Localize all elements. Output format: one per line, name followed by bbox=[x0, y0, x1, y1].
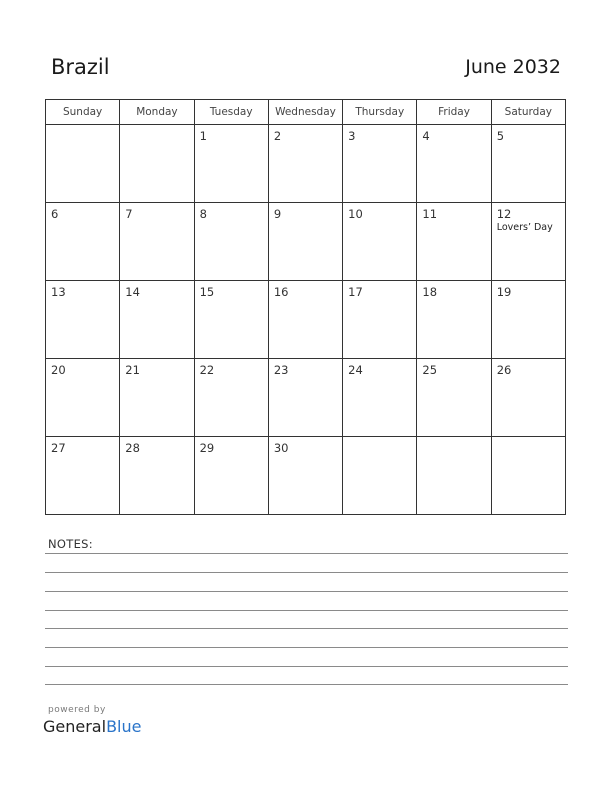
notes-label: NOTES: bbox=[48, 537, 93, 551]
note-line bbox=[45, 553, 568, 554]
weekday-header: Monday bbox=[120, 100, 194, 125]
day-cell bbox=[491, 203, 565, 281]
day-cell bbox=[268, 437, 342, 515]
day-number: 22 bbox=[199, 363, 215, 377]
day-cell bbox=[194, 125, 268, 203]
day-cell bbox=[343, 203, 417, 281]
note-line bbox=[45, 572, 568, 573]
day-cell bbox=[343, 437, 417, 515]
day-cell bbox=[417, 203, 491, 281]
note-line bbox=[45, 684, 568, 685]
week-row bbox=[46, 359, 566, 437]
week-row bbox=[46, 437, 566, 515]
day-cell bbox=[120, 359, 194, 437]
day-number bbox=[343, 437, 416, 441]
day-number: 29 bbox=[199, 441, 215, 455]
day-cell bbox=[343, 125, 417, 203]
day-cell bbox=[268, 203, 342, 281]
day-number: 8 bbox=[199, 207, 207, 221]
day-cell bbox=[268, 125, 342, 203]
day-number: 14 bbox=[125, 285, 140, 299]
day-number: 4 bbox=[422, 129, 430, 143]
day-cell bbox=[491, 359, 565, 437]
day-cell bbox=[268, 359, 342, 437]
day-number: 11 bbox=[422, 207, 438, 221]
week-row bbox=[46, 125, 566, 203]
weekday-header: Wednesday bbox=[268, 100, 342, 125]
note-line bbox=[45, 610, 568, 611]
day-number: 15 bbox=[199, 285, 215, 299]
day-cell bbox=[491, 437, 565, 515]
day-cell bbox=[417, 437, 491, 515]
day-cell bbox=[194, 203, 268, 281]
weekday-header: Saturday bbox=[491, 100, 565, 125]
weekday-header: Tuesday bbox=[194, 100, 268, 125]
day-number: 1 bbox=[199, 129, 207, 143]
day-number: 19 bbox=[496, 285, 512, 299]
day-number: 28 bbox=[125, 441, 140, 455]
day-number: 20 bbox=[51, 363, 66, 377]
day-cell bbox=[46, 203, 120, 281]
day-cell bbox=[491, 281, 565, 359]
day-number: 21 bbox=[125, 363, 140, 377]
generalblue-logo bbox=[43, 717, 141, 736]
day-number bbox=[492, 437, 565, 441]
day-cell bbox=[46, 281, 120, 359]
day-cell bbox=[46, 359, 120, 437]
day-cell bbox=[46, 125, 120, 203]
country-title: Brazil bbox=[51, 55, 110, 79]
note-line bbox=[45, 591, 568, 592]
day-number: 18 bbox=[422, 285, 438, 299]
day-cell bbox=[46, 437, 120, 515]
day-number: 9 bbox=[273, 207, 282, 221]
day-cell bbox=[417, 281, 491, 359]
day-number: 27 bbox=[51, 441, 66, 455]
day-number: 25 bbox=[422, 363, 438, 377]
week-row bbox=[46, 281, 566, 359]
brand-general-text: General bbox=[43, 717, 107, 736]
note-line bbox=[45, 647, 568, 648]
day-number: 17 bbox=[348, 285, 363, 299]
day-number: 13 bbox=[51, 285, 66, 299]
day-number: 24 bbox=[348, 363, 363, 377]
day-number: 2 bbox=[273, 129, 282, 143]
day-cell bbox=[194, 359, 268, 437]
day-cell bbox=[268, 281, 342, 359]
month-year-title: June 2032 bbox=[465, 56, 561, 78]
day-number: 23 bbox=[273, 363, 289, 377]
brand-blue-text: Blue bbox=[106, 717, 142, 736]
day-cell bbox=[120, 437, 194, 515]
day-number: 6 bbox=[51, 207, 59, 221]
day-number: 10 bbox=[348, 207, 363, 221]
day-cell bbox=[120, 281, 194, 359]
weekday-header-row bbox=[46, 100, 566, 125]
day-cell bbox=[417, 359, 491, 437]
day-cell bbox=[194, 281, 268, 359]
day-number: 3 bbox=[348, 129, 356, 143]
weekday-header: Friday bbox=[417, 100, 491, 125]
day-cell bbox=[343, 359, 417, 437]
day-number: 30 bbox=[273, 441, 289, 455]
day-number: 5 bbox=[496, 129, 505, 143]
note-line bbox=[45, 628, 568, 629]
day-number bbox=[417, 437, 490, 441]
day-cell bbox=[194, 437, 268, 515]
calendar-grid bbox=[45, 99, 566, 515]
day-cell bbox=[343, 281, 417, 359]
day-cell bbox=[120, 203, 194, 281]
day-number: 26 bbox=[496, 363, 512, 377]
day-cell bbox=[417, 125, 491, 203]
weekday-header: Sunday bbox=[46, 100, 120, 125]
day-number: 7 bbox=[125, 207, 133, 221]
day-number bbox=[46, 125, 119, 129]
day-cell bbox=[120, 125, 194, 203]
weekday-header: Thursday bbox=[343, 100, 417, 125]
day-number: 12 bbox=[496, 207, 512, 221]
holiday-label: Lovers’ Day bbox=[496, 222, 553, 233]
day-number bbox=[120, 125, 193, 129]
day-cell bbox=[491, 125, 565, 203]
day-number: 16 bbox=[273, 285, 289, 299]
note-line bbox=[45, 666, 568, 667]
week-row bbox=[46, 203, 566, 281]
powered-by-text: powered by bbox=[48, 705, 106, 715]
